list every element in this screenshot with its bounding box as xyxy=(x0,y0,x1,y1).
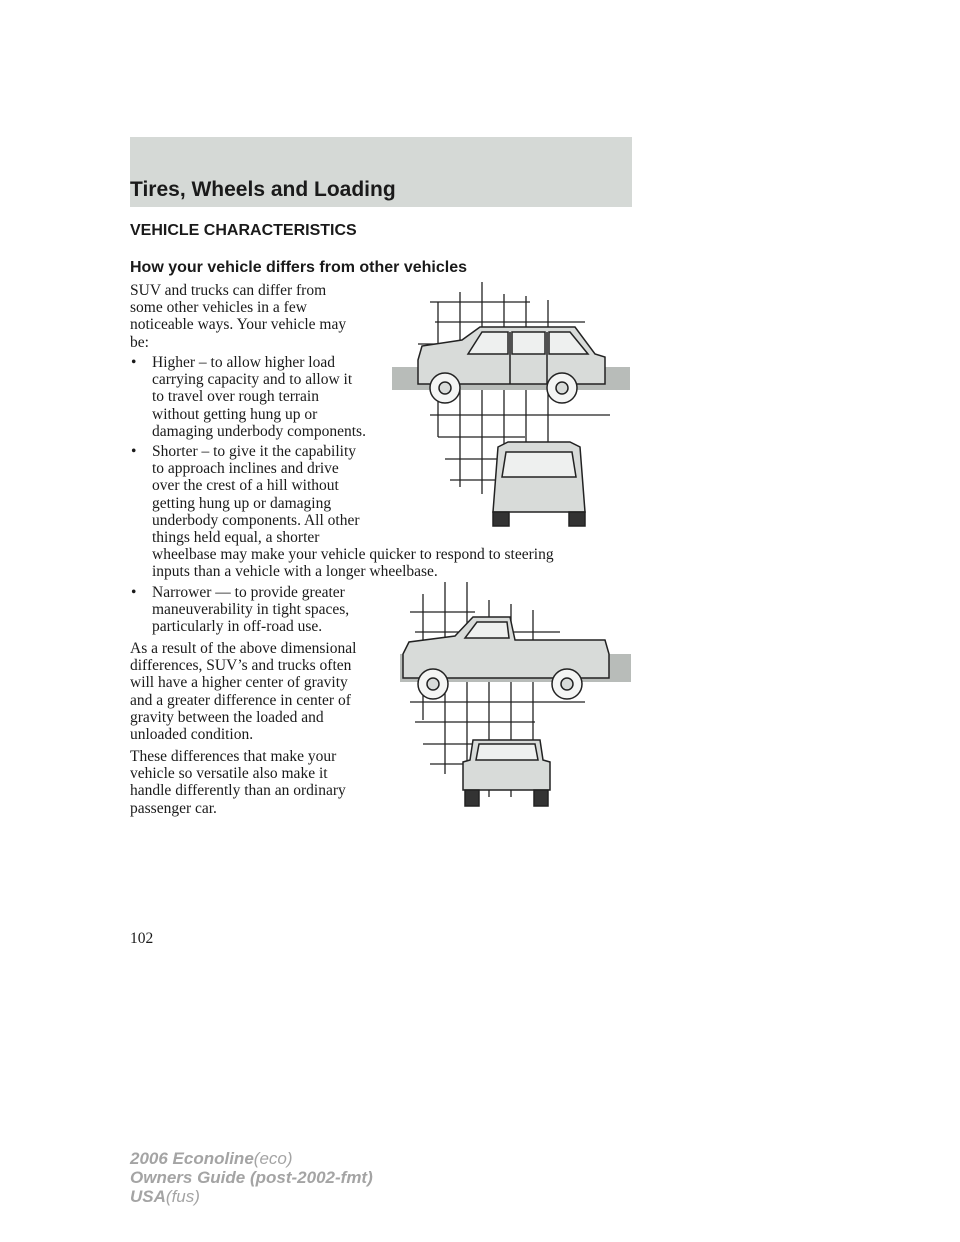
footer-region-code: (fus) xyxy=(165,1187,200,1206)
page-number: 102 xyxy=(130,930,154,947)
document-footer xyxy=(130,1149,373,1206)
text-line: noticeable ways. Your vehicle may xyxy=(130,316,347,334)
bullet-higher xyxy=(130,354,366,440)
intro-paragraph xyxy=(130,282,346,351)
text-line: carrying capacity and to allow it xyxy=(152,371,353,389)
text-line: things held equal, a shorter xyxy=(152,529,320,547)
text-line: differences, SUV’s and trucks often xyxy=(130,657,352,675)
suv-side-icon xyxy=(418,327,605,403)
suv-illustration xyxy=(390,282,640,532)
text-line: maneuverability in tight spaces, xyxy=(152,601,350,619)
text-line: damaging underbody components. xyxy=(152,422,366,440)
bullet-narrower xyxy=(130,584,349,636)
truck-illustration xyxy=(395,582,635,810)
text-line: over the crest of a hill without xyxy=(152,477,339,495)
truck-side-icon xyxy=(403,617,609,699)
text-line: underbody components. All other xyxy=(152,511,360,529)
bullet-dot: • xyxy=(131,584,137,601)
text-line: be: xyxy=(130,333,149,351)
text-line: SUV and trucks can differ from xyxy=(130,282,327,299)
section-title: Tires, Wheels and Loading xyxy=(130,178,396,201)
page-heading: VEHICLE CHARACTERISTICS xyxy=(130,222,357,239)
footer-model-code: (eco) xyxy=(253,1149,293,1168)
footer-guide: Owners Guide (post-2002-fmt) xyxy=(130,1168,373,1187)
text-line: wheelbase may make your vehicle quicker to respond to steering xyxy=(152,546,554,564)
text-line: Shorter – to give it the capability xyxy=(152,443,357,460)
subheading: How your vehicle differs from other vehicles xyxy=(130,259,467,276)
text-line: gravity between the loaded and xyxy=(130,708,324,726)
text-line: As a result of the above dimensional xyxy=(130,640,357,657)
text-line: will have a higher center of gravity xyxy=(130,674,348,692)
truck-rear-icon xyxy=(463,740,550,806)
text-line: unloaded condition. xyxy=(130,726,254,744)
text-line: handle differently than an ordinary xyxy=(130,782,346,800)
text-line: Higher – to allow higher load xyxy=(152,354,335,371)
text-line: inputs than a vehicle with a longer wheelbase. xyxy=(152,563,438,581)
paragraph-result xyxy=(130,640,356,743)
suv-rear-icon xyxy=(493,442,585,526)
text-line: and a greater difference in center of xyxy=(130,691,351,709)
text-line: Narrower — to provide greater xyxy=(152,584,345,601)
text-line: some other vehicles in a few xyxy=(130,299,307,317)
footer-region: USA xyxy=(130,1187,166,1206)
text-line: These differences that make your xyxy=(130,748,337,765)
paragraph-differences xyxy=(130,748,346,817)
text-line: passenger car. xyxy=(130,799,217,817)
text-line: to travel over rough terrain xyxy=(152,388,319,406)
bullet-dot: • xyxy=(131,354,137,371)
text-line: to approach inclines and drive xyxy=(152,460,339,478)
footer-model: 2006 Econoline xyxy=(130,1149,254,1168)
text-line: getting hung up or damaging xyxy=(152,494,332,512)
text-line: without getting hung up or xyxy=(152,405,318,423)
text-line: particularly in off-road use. xyxy=(152,618,323,636)
text-line: vehicle so versatile also make it xyxy=(130,765,328,783)
bullet-dot: • xyxy=(131,443,137,460)
